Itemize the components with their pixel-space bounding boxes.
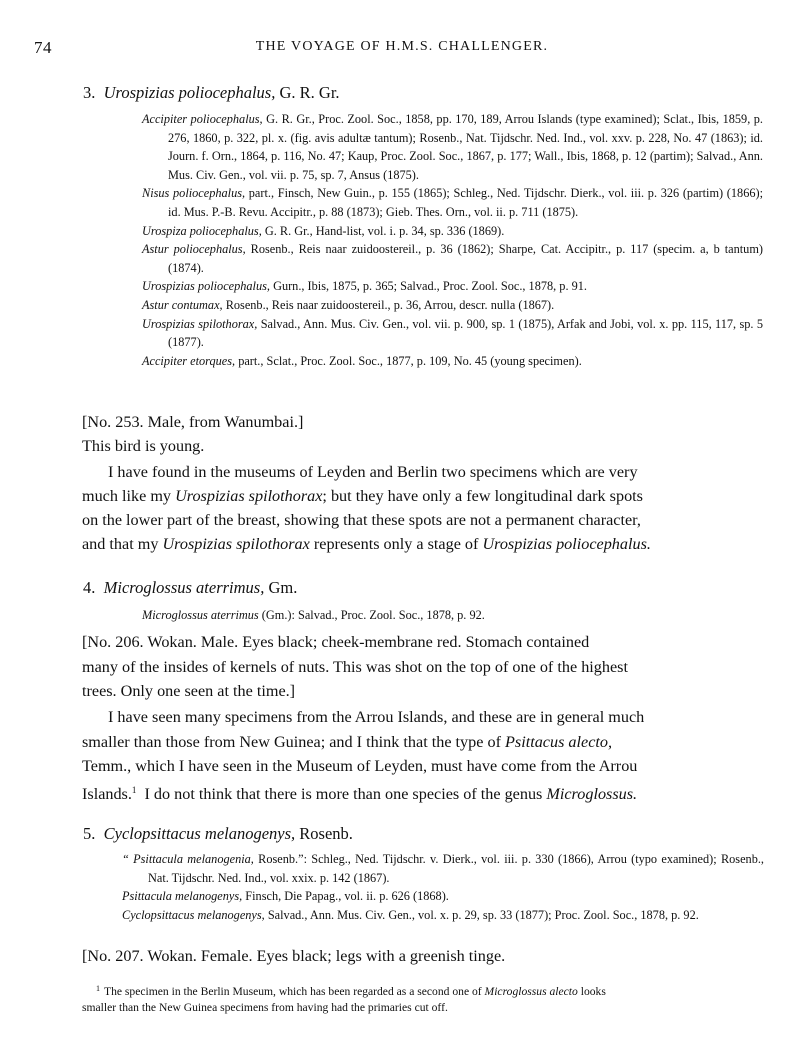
synonym-entry: Cyclopsittacus melanogenys, Salvad., Ann. Mus. Civ. Gen., vol. x. p. 29, sp. 33 (1877); Proc. Zool. Soc., 1878, p. 92. xyxy=(122,907,699,922)
remark-line: I have found in the museums of Leyden and Berlin two specimens which are very xyxy=(108,463,638,481)
remark-line: Temm., which I have seen in the Museum of Leyden, must have come from the Arrou xyxy=(82,757,638,775)
running-title: THE VOYAGE OF H.M.S. CHALLENGER. xyxy=(255,39,549,54)
footnote-marker: 1 xyxy=(96,984,100,993)
page-number: 74 xyxy=(34,38,52,57)
synonym-entry: Accipiter etorques, part., Sclat., Proc. Zool. Soc., 1877, p. 109, No. 45 (young specimen). xyxy=(142,353,582,368)
species-name: Microglossus aterrimus, xyxy=(103,578,265,597)
remark-line: Islands.$^1$ I do not think that there is more than one species of the genus Microglossus. xyxy=(82,785,638,803)
field-note-206: [No. 206. Wokan. Male. Eyes black; cheek-membrane red. Stomach contained xyxy=(82,633,590,651)
remark-line: much like my Urospizias spilothorax; but they have only a few longitudinal dark spots xyxy=(82,487,643,505)
species-author: Gm. xyxy=(268,578,298,597)
species-number: 3. xyxy=(83,83,96,102)
species-5-synonymy xyxy=(122,850,764,924)
footnote-line: $^1$ The specimen in the Berlin Museum, which has been regarded as a second one of Microglossus alecto looks xyxy=(96,984,606,998)
synonym-entry: Urospizias spilothorax, Salvad., Ann. Mus. Civ. Gen., vol. vii. p. 900, sp. 1 (1875), Arfak and Jobi, vol. x. pp. 115, 117, sp. 5 (1877). xyxy=(142,316,764,350)
footnote-ref[interactable]: 1 xyxy=(131,785,137,795)
species-4-heading xyxy=(83,578,297,598)
species-3-heading xyxy=(83,83,340,103)
species-name: Urospizias poliocephalus, xyxy=(103,83,276,102)
synonym-entry: Urospizias poliocephalus, Gurn., Ibis, 1875, p. 365; Salvad., Proc. Zool. Soc., 1878, p. 91. xyxy=(142,279,587,294)
synonym-entry: Psittacula melanogenys, Finsch, Die Papag., vol. ii. p. 626 (1868). xyxy=(122,889,449,904)
species-4-synonymy xyxy=(142,606,763,625)
species-number: 4. xyxy=(83,578,96,597)
synonym-entry: Microglossus aterrimus (Gm.): Salvad., Proc. Zool. Soc., 1878, p. 92. xyxy=(142,608,485,622)
remark-line: smaller than those from New Guinea; and I think that the type of Psittacus alecto, xyxy=(82,733,613,751)
young-note: This bird is young. xyxy=(82,437,205,455)
page-header xyxy=(34,38,770,60)
species-name: Cyclopsittacus melanogenys, xyxy=(103,824,296,843)
species-3-synonymy xyxy=(142,110,763,370)
species-author: G. R. Gr. xyxy=(279,83,340,102)
synonym-entry: “ Psittacula melanogenia, Rosenb.”: Schleg., Ned. Tijdschr. v. Dierk., vol. iii. p. 330 (1866), Arrou (typo examined); Rosenb., Nat. Tijdschr. Ned. Ind., vol. xxix. p. 142 (1867). xyxy=(122,852,764,885)
synonym-entry: Astur contumax, Rosenb., Reis naar zuidoostereil., p. 36, Arrou, descr. nulla (1867). xyxy=(142,297,555,312)
species-5-heading xyxy=(83,824,353,844)
field-note-207: [No. 207. Wokan. Female. Eyes black; legs with a greenish tinge. xyxy=(82,947,506,965)
remark-line: I have seen many specimens from the Arrou Islands, and these are in general much xyxy=(108,708,645,726)
remark-line: on the lower part of the breast, showing that these spots are not a permanent character, xyxy=(82,511,641,529)
field-note-line: many of the insides of kernels of nuts. This was shot on the top of one of the highest xyxy=(82,658,628,676)
remark-line: and that my Urospizias spilothorax represents only a stage of Urospizias poliocephalus. xyxy=(82,535,651,553)
synonym-entry: Astur poliocephalus, Rosenb., Reis naar zuidoostereil., p. 36 (1862); Sharpe, Cat. Accipitr., p. 117 (specim. a, b tantum) (1874). xyxy=(142,242,763,275)
synonym-entry: Accipiter poliocephalus, G. R. Gr., Proc. Zool. Soc., 1858, pp. 170, 189, Arrou Islands (type examined); Sclat., Ibis, 1859, p. 276, 1860, p. 322, pl. x. (fig. avis adultæ tantum); Rosenb., Nat. Tijdschr. Ned. Ind., vol. xxv. p. 228, No. 47 (1863); id. Journ. f. Orn., 1864, p. 116, No. 47; Kaup, Proc. Zool. Soc., 1867, p. 177; Wall., Ibis, 1868, p. 12 (partim); Salvad., Ann. Mus. Civ. Gen., vol. vii. p. 75, sp. 7, Ansus (1875). xyxy=(142,112,763,182)
field-note-line: trees. Only one seen at the time.] xyxy=(82,682,296,700)
synonym-entry: Nisus poliocephalus, part., Finsch, New Guin., p. 155 (1865); Schleg., Ned. Tijdschr. Dierk., vol. iii. p. 326 (partim) (1866); id. Mus. P.-B. Revu. Accipitr., p. 88 (1873); Gieb. Thes. Orn., vol. ii. p. 711 (1875). xyxy=(142,186,763,219)
footnote-line: smaller than the New Guinea specimens from having had the primaries cut off. xyxy=(82,1001,448,1015)
species-number: 5. xyxy=(83,824,96,843)
synonym-entry: Urospiza poliocephalus, G. R. Gr., Hand-list, vol. i. p. 34, sp. 336 (1869). xyxy=(142,223,505,238)
field-note-253: [No. 253. Male, from Wanumbai.] xyxy=(82,413,304,431)
species-author: Rosenb. xyxy=(299,824,353,843)
footnote xyxy=(82,981,762,1017)
